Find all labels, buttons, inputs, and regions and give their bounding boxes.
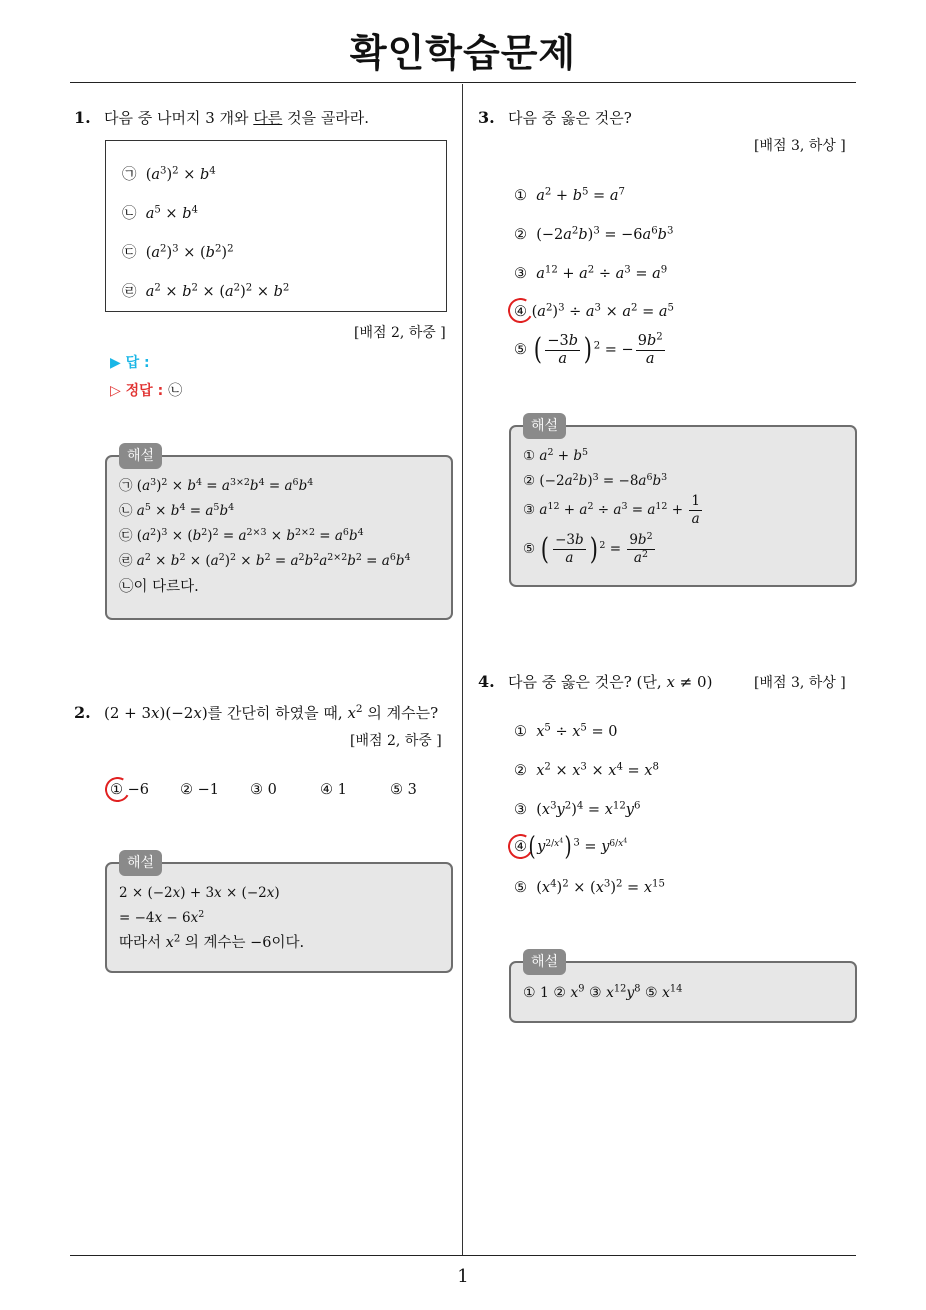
question-3: 3. 다음 중 옳은 것은? (478, 108, 632, 127)
option-c[interactable]: ㉢ $(a^2)^3 \times (b^2)^2$ (122, 243, 234, 261)
solution-line: ㉡ $a^5 \times b^4 = a^5b^4$ (119, 501, 235, 519)
option-4[interactable]: ④ 1 (320, 782, 347, 798)
question-number: 2. (74, 703, 91, 722)
option-4[interactable]: ④ $(a^2)^3 \div a^3 \times a^2 = a^5$ (514, 302, 674, 320)
option-b[interactable]: ㉡ $a^5 \times b^4$ (122, 204, 198, 222)
solution-tag: 해설 (523, 949, 566, 975)
option-1[interactable]: ① $a^2 + b^5 = a^7$ (514, 186, 625, 204)
option-box (105, 140, 447, 312)
option-1[interactable]: ① −6 (110, 782, 149, 798)
solution-line: 따라서 $x^2$ 의 계수는 −6이다. (119, 933, 305, 951)
solution-line: 2 × (−2x) + 3x × (−2x) (119, 885, 280, 901)
option-1[interactable]: ① $x^5 \div x^5 = 0$ (514, 722, 618, 740)
question-number: 1. (74, 108, 91, 127)
question-4: 4. 다음 중 옳은 것은? (단, x ≠ 0) (478, 672, 713, 691)
solution-box-q2 (105, 855, 453, 973)
solution-line: ㉣ $a^2 \times b^2 \times (a^2)^2 \times b^2 = a^2b^2a^{2\times 2}b^2 = a^6b^4$ (119, 551, 411, 569)
question-number: 3. (478, 108, 495, 127)
solution-line: ⑤ ( $\frac{-3b}{a}$ ) $^2$ = $\frac{9b^2}{a^2}$ (523, 530, 653, 567)
option-3[interactable]: ③ $a^{12} + a^2 \div a^3 = a^9$ (514, 264, 668, 282)
correct-label: ▷ 정답 : (110, 383, 164, 399)
solution-box-q3 (509, 418, 857, 587)
option-a[interactable]: ㉠ $(a^3)^2 \times b^4$ (122, 165, 216, 183)
option-d[interactable]: ㉣ $a^2 \times b^2 \times (a^2)^2 \times b^2$ (122, 282, 290, 300)
top-rule (70, 82, 856, 83)
solution-line: ㉠ $(a^3)^2 \times b^4 = a^{3\times 2}b^4 = a^6b^4$ (119, 476, 314, 494)
score-q3: [배점 3, 하상 ] (754, 138, 846, 154)
solution-tag: 해설 (523, 413, 566, 439)
bottom-rule (70, 1255, 856, 1256)
solution-tag: 해설 (119, 443, 162, 469)
option-2[interactable]: ② −1 (180, 782, 219, 798)
solution-line: ㉢ $(a^2)^3 \times (b^2)^2 = a^{2\times 3} \times b^{2\times 2} = a^6b^4$ (119, 526, 364, 544)
page-number: 1 (457, 1266, 469, 1287)
solution-line: ① $a^2 + b^5$ (523, 446, 589, 464)
correct-answer (110, 380, 182, 400)
question-number: 4. (478, 672, 495, 691)
answer-label: ▶ 답 : (110, 355, 150, 371)
option-4[interactable]: ④( $y^{2/x^4}$) $^3 = y^{6/x^4}$ (514, 832, 628, 862)
score-q1: [배점 2, 하중 ] (354, 325, 446, 341)
emphasis-text: 다른 (253, 109, 283, 127)
correct-value: ㉡ (168, 383, 183, 399)
solution-line: ③ $a^{12} + a^2 \div a^3 = a^{12}$ + $\frac{1}{a}$ (523, 493, 700, 527)
solution-box-q4 (509, 954, 857, 1023)
solution-tag: 해설 (119, 850, 162, 876)
solution-line: ② $(-2a^2b)^3 = -8a^6b^3$ (523, 471, 668, 489)
option-3[interactable]: ③ 0 (250, 782, 277, 798)
question-1: 1. 다음 중 나머지 3 개와 다른 것을 골라라. (74, 108, 370, 127)
score-q2: [배점 2, 하중 ] (350, 733, 442, 749)
column-divider (462, 84, 463, 1256)
option-5[interactable]: ⑤ $(x^4)^2 \times (x^3)^2 = x^{15}$ (514, 878, 665, 896)
solution-line: ① 1 ② $x^9$ ③ $x^{12}y^8$ ⑤ $x^{14}$ (523, 983, 683, 1001)
question-2: 2. (2 + 3x)(−2x)를 간단히 하였을 때, $x^2$ 의 계수는? (74, 703, 439, 722)
solution-box-q1 (105, 448, 453, 620)
option-2[interactable]: ② $x^2 \times x^3 \times x^4 = x^8$ (514, 761, 659, 779)
option-3[interactable]: ③ $(x^3y^2)^4 = x^{12}y^6$ (514, 800, 641, 818)
option-5[interactable]: ⑤ 3 (390, 782, 417, 798)
option-2[interactable]: ② $(-2a^2b)^3 = -6a^6b^3$ (514, 225, 674, 243)
option-5[interactable]: ⑤ ( $\frac{-3b}{a}$ ) $^2$ = − $\frac{9b^2}{a}$ (514, 330, 663, 367)
score-q4: [배점 3, 하상 ] (754, 675, 846, 691)
solution-line: ㉡이 다르다. (119, 579, 199, 595)
solution-line: = $-4x - 6x^2$ (119, 908, 205, 926)
page-title: 확인학습문제 (349, 31, 577, 75)
